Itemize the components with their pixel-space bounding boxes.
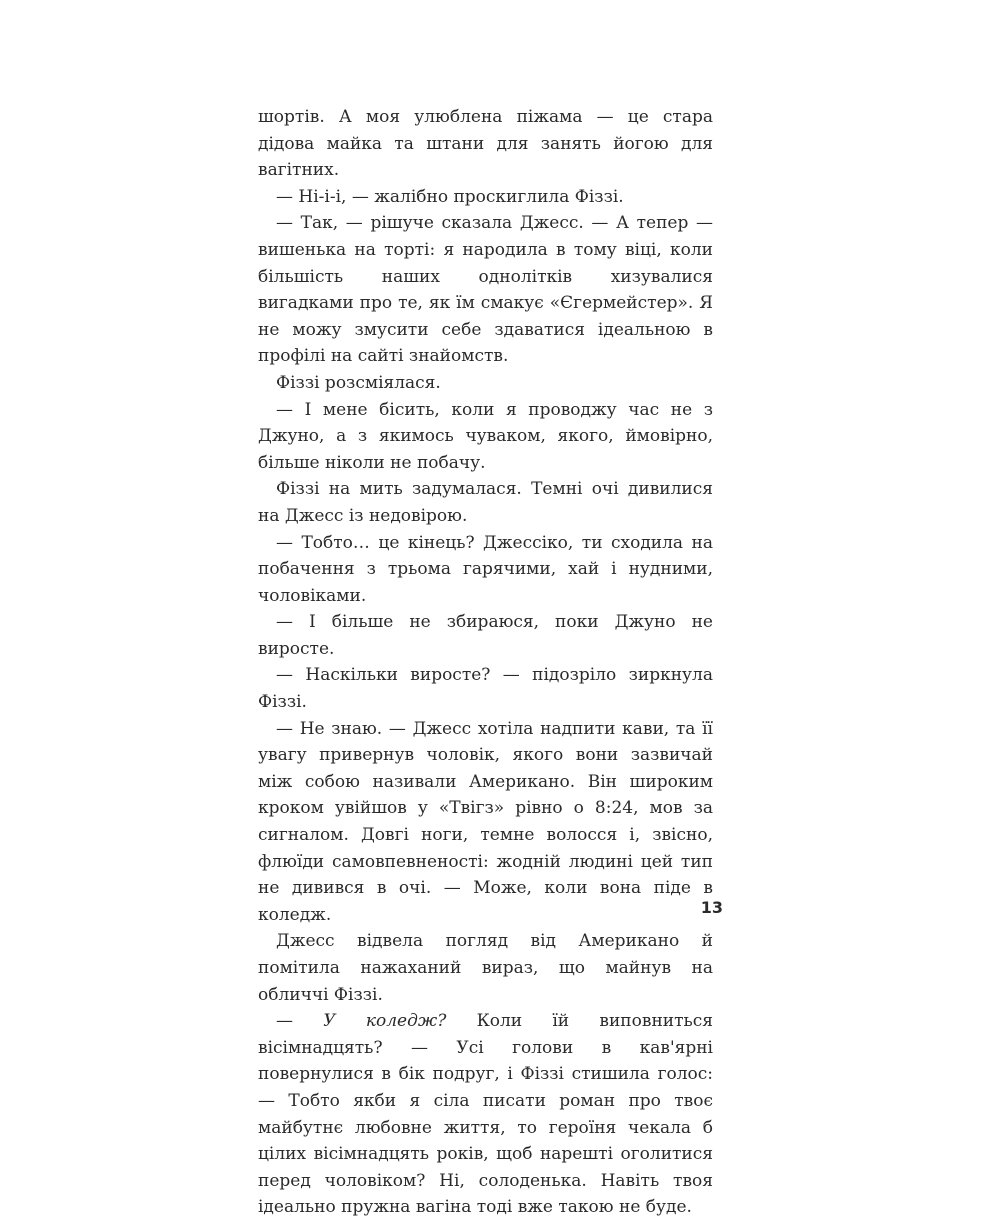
paragraph: Джесс відвела погляд від Американо й помітила нажаханий вираз, що майнув на обличчі Фіззі. bbox=[258, 931, 713, 1005]
paragraph: Фіззі на мить задумалася. Темні очі дивилися на Джесс із недовірою. bbox=[258, 479, 713, 526]
italic-text: — У коледж? bbox=[276, 1011, 447, 1032]
paragraph: — Так, — рішуче сказала Джесс. — А тепер — вишенька на торті: я народила в тому віці, коли більшість наших однолітків хизувалися вигадками про те, як їм смакує «Єгермейстер». Я не можу змусити себе здаватися ідеальною в профілі на сайті знайомств. bbox=[258, 213, 713, 367]
paragraph-text: Коли їй виповниться вісімнадцять? — Усі голови в кав'ярні повернулися в бік подруг, і Фіззі стишила голос: — Тобто якби я сіла писати роман про твоє майбутнє любовне життя, то героїня чекала б цілих вісімнадцять років, щоб нарешті оголитися перед чоловіком? Ні, солоденька. Навіть твоя ідеально пружна вагіна тоді вже такою не буде. bbox=[258, 1011, 714, 1218]
paragraph: — Тобто… це кінець? Джессіко, ти сходила на побачення з трьома гарячими, хай і нудними, чоловіками. bbox=[258, 532, 713, 606]
paragraph: — Ні-і-і, — жалібно проскиглила Фіззі. bbox=[276, 186, 624, 207]
body-text bbox=[258, 104, 713, 1221]
paragraph: — І більше не збираюся, поки Джуно не виросте. bbox=[258, 612, 713, 659]
paragraph: — Не знаю. — Джесс хотіла надпити кави, та її увагу привернув чоловік, якого вони зазвичай між собою називали Американо. Він широким кроком увійшов у «Твігз» рівно о 8:24, мов за сигналом. Довгі ноги, темне волосся і, звісно, флюїди самовпевненості: жодній людині цей тип не дивився в очі. — Може, коли вона піде в коледж. bbox=[258, 718, 713, 925]
paragraph: — Наскільки виросте? — підозріло зиркнула Фіззі. bbox=[258, 665, 713, 713]
paragraph bbox=[258, 1008, 713, 1221]
paragraph: Фіззі розсміялася. bbox=[276, 372, 441, 393]
paragraph: — І мене бісить, коли я проводжу час не з Джуно, а з якимось чуваком, якого, ймовірно, більше ніколи не побачу. bbox=[258, 399, 713, 473]
page-number: 13 bbox=[700, 898, 723, 917]
paragraph: шортів. А моя улюблена піжама — це стара дідова майка та штани для занять йогою для вагітних. bbox=[258, 107, 713, 181]
